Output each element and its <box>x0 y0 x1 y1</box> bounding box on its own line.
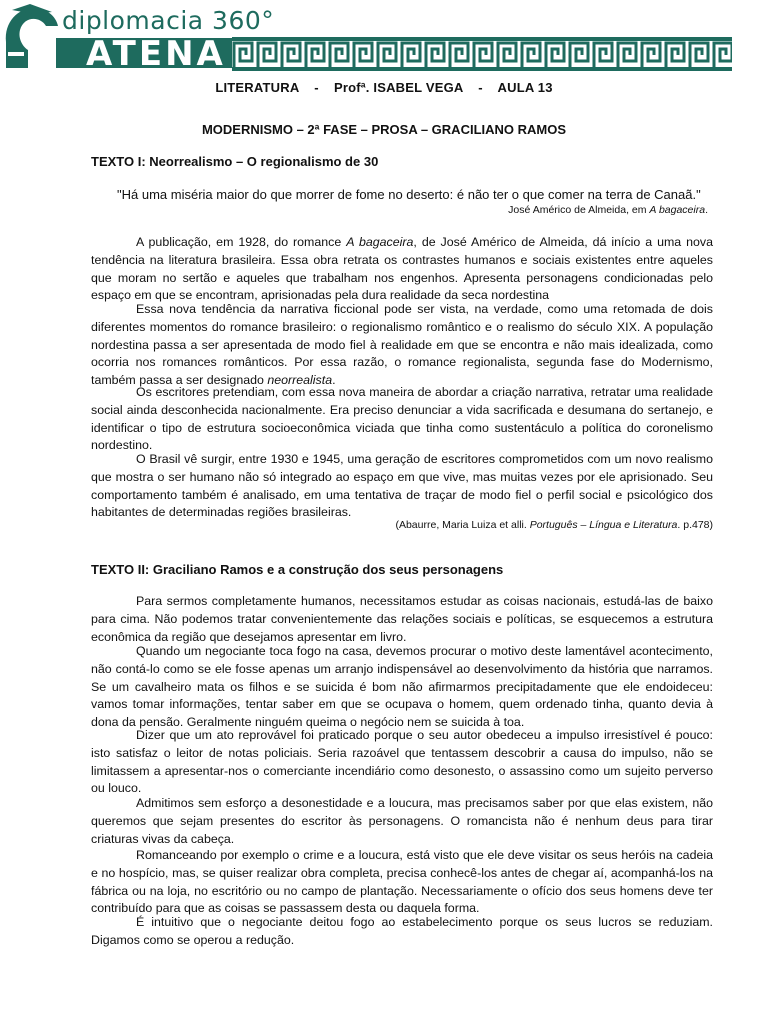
paragraph: É intuitivo que o negociante deitou fogo ao estabelecimento porque os seus lucros se reduziam. Digamos como se operou a redução. <box>91 915 713 947</box>
epigraph-quote: "Há uma miséria maior do que morrer de fome no deserto: é não ter o que comer na terra de Canaã." <box>117 187 701 202</box>
epigraph-source: José Américo de Almeida, em A bagaceira. <box>508 204 708 216</box>
paragraph: Quando um negociante toca fogo na casa, devemos procurar o motivo deste lamentável acontecimento, não contá-lo como se ele fosse apenas um arranjo indispensável ao desenvolvimento da história que narramos. Se um cavalheiro mata os filhos e se suicida é bom não afirmarmos precipitadamente que ele endoideceu: vamos tomar informações, tentar saber em que se ocupava o homem, quem ordenado tinha, quanto devia à dona da pensão. Geralmente ninguém queima o negócio nem se suicida à toa. <box>91 644 713 730</box>
paragraph: Dizer que um ato reprovável foi praticado porque o seu autor obedeceu a impulso irresistível é pouco: isto satisfaz o leitor de notas policiais. Seria razoável que tentassem descobrir a causa do impulso, não se limitassem a apresentar-nos o comerciante incendiário como desonesto, o assassino como um sujeito perverso ou louco. <box>91 728 713 796</box>
paragraph: O Brasil vê surgir, entre 1930 e 1945, uma geração de escritores comprometidos com um novo realismo que mostra o ser humano não só integrado ao espaço em que vive, mas muitas vezes por ele aprisionado. Seu comportamento também é analisado, em uma tentativa de traçar de modo fiel o perfil social e psicológico dos habitantes de determinadas regiões brasileiras. <box>91 452 713 520</box>
citation: (Abaurre, Maria Luiza et alli. Português – Língua e Literatura. p.478) <box>395 519 713 531</box>
paragraph: A publicação, em 1928, do romance A bagaceira, de José Américo de Almeida, dá início a uma nova tendência na literatura brasileira. Essa obra retrata os contrastes humanos e sociais existentes entre aqueles que moram no sertão e aqueles que trabalham nos engenhos. Apresenta personagens condicionadas pelo espaço em que se encontram, aprisionadas pela dura realidade da seca nordestina <box>91 235 714 303</box>
paragraph: Para sermos completamente humanos, necessitamos estudar as coisas nacionais, estudá-las de baixo para cima. Não podemos tratar convenientemente das relações sociais e políticas, se esquecemos a estrutura econômica da região que desejamos apresentar em livro. <box>91 594 713 644</box>
course-header: LITERATURA - Profª. ISABEL VEGA - AULA 13 <box>215 80 553 95</box>
greek-key-border <box>232 37 732 71</box>
paragraph: Essa nova tendência da narrativa ficcional pode ser vista, na verdade, como uma retomada de dois diferentes momentos do romance brasileiro: o regionalismo romântico e o realismo do século XIX. A população nordestina passa a ser apresentada de modo fiel à realidade em que se encontra e não mais idealizada, como ocorria nos romances românticos. Por essa razão, o romance regionalista, segunda fase do Modernismo, também passa a ser designado neorrealista. <box>91 302 713 388</box>
brand-subtitle: diplomacia 360° <box>62 6 275 35</box>
header-banner <box>0 0 768 74</box>
brand-name-bar <box>56 34 232 74</box>
brand-name: ATENA <box>86 34 226 74</box>
section-heading-texto-2: TEXTO II: Graciliano Ramos e a construção dos seus personagens <box>91 562 504 577</box>
paragraph: Admitimos sem esforço a desonestidade e a loucura, mas precisamos saber por que elas existem, não queremos que sejam presentes do escritor às personagens. O romancista não é nenhum deus para tirar criaturas vivas da cabeça. <box>91 796 713 846</box>
paragraph: Os escritores pretendiam, com essa nova maneira de abordar a criação narrativa, retratar uma realidade social ainda desconhecida nacionalmente. Era preciso denunciar a vida sacrificada e desumana do sertanejo, e identificar o tipo de estrutura socioeconômica viciada que tinha como sustentáculo a política do coronelismo nordestino. <box>91 385 713 453</box>
section-heading-texto-1: TEXTO I: Neorrealismo – O regionalismo de 30 <box>91 154 379 169</box>
athena-helmet-icon <box>0 2 60 74</box>
page-title: MODERNISMO – 2ª FASE – PROSA – GRACILIANO RAMOS <box>201 122 567 137</box>
paragraph: Romanceando por exemplo o crime e a loucura, está visto que ele deve visitar os seus heróis na cadeia e no hospício, mas, se quiser realizar obra completa, precisa conhecê-los antes de chegar aí, acompanhá-los na fábrica ou na loja, no escritório ou no campo de plantação. Necessariamente o ofício dos seus homens deve ter contribuído para que as coisas se passassem desta ou daquela forma. <box>91 848 713 916</box>
